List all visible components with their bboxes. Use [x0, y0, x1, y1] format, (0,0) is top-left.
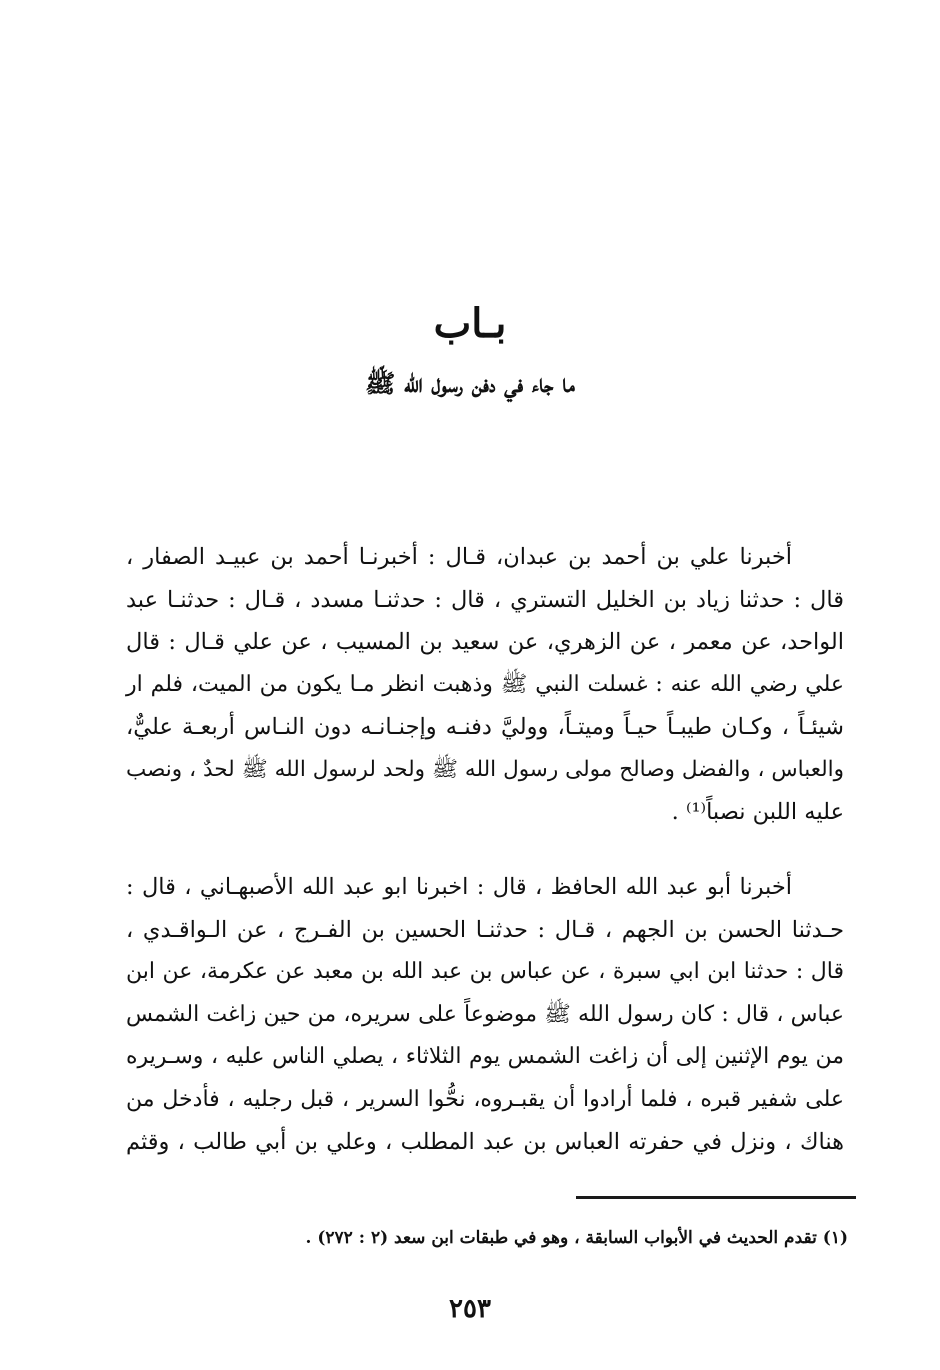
- paragraph-line: شيئـاً ، وكـان طيبـاً حيـاً وميتـاً، ووليَّ دفنـه وإجنـانـه دون النـاس أربعـة عليٌّ،: [126, 714, 844, 740]
- paragraph-line: على شفير قبره ، فلما أرادوا أن يقبـروه، نحُّوا السرير ، قبل رجليه ، فأدخل من: [126, 1086, 844, 1112]
- paragraph-line: أخبرنا أبو عبد الله الحافظ ، قال : اخبرنا ابو عبد الله الأصبهـاني ، قال :: [126, 874, 792, 900]
- paragraph-line: والعباس ، والفضل وصالح مولى رسول الله ﷺ ولحد لرسول الله ﷺ لحدٌ ، ونصب: [126, 756, 844, 782]
- footnote: (١) تقدم الحديث في الأبواب السابقة ، وهو في طبقات ابن سعد (٢ : ٢٧٢) .: [305, 1228, 848, 1248]
- paragraph-1: [126, 536, 844, 834]
- paragraph-line: الواحد، عن معمر ، عن الزهري، عن سعيد بن المسيب ، عن علي قـال : قال: [126, 629, 844, 655]
- paragraph-line: علي رضي الله عنه : غسلت النبي ﷺ وذهبت انظر مـا يكون من الميت، فلم ار: [126, 671, 844, 697]
- paragraph-line: أخبرنا علي بن أحمد بن عبدان، قـال : أخبرنـا أحمد بن عبيـد الصفار ،: [126, 544, 792, 570]
- page-number: ٢٥٣: [449, 1294, 491, 1324]
- chapter-title: بـاب: [433, 300, 507, 347]
- paragraph-line: من يوم الإثنين إلى أن زاغت الشمس يوم الثلاثاء ، يصلي الناس عليه ، وسـريره: [126, 1044, 844, 1069]
- chapter-subtitle: ما جاء في دفن رسول الله ﷺ: [365, 369, 575, 398]
- paragraph-line: عباس ، قال : كان رسول الله ﷺ موضوعاً على سريره، من حين زاغت الشمس: [126, 1001, 844, 1027]
- footnote-divider: [576, 1196, 856, 1199]
- paragraph-line: قال : حدثنا ابن ابي سبرة ، عن عباس بن عبد الله بن معبد عن عكرمة، عن ابن: [126, 959, 844, 984]
- paragraph-line: عليه اللبن نصباً⁽¹⁾ .: [671, 799, 844, 825]
- paragraph-line: هناك ، ونزل في حفرته العباس بن عبد المطلب ، وعلي بن أبي طالب ، وقثم: [126, 1129, 844, 1155]
- paragraph-2: [126, 866, 844, 1164]
- paragraph-line: قال : حدثنا زياد بن الخليل التستري ، قال : حدثنـا مسدد ، قـال : حدثنـا عبد: [126, 586, 844, 613]
- paragraph-line: حـدثنا الحسن بن الجهم ، قـال : حدثنـا الحسين بن الفـرج ، عن الـواقـدي ،: [126, 916, 844, 943]
